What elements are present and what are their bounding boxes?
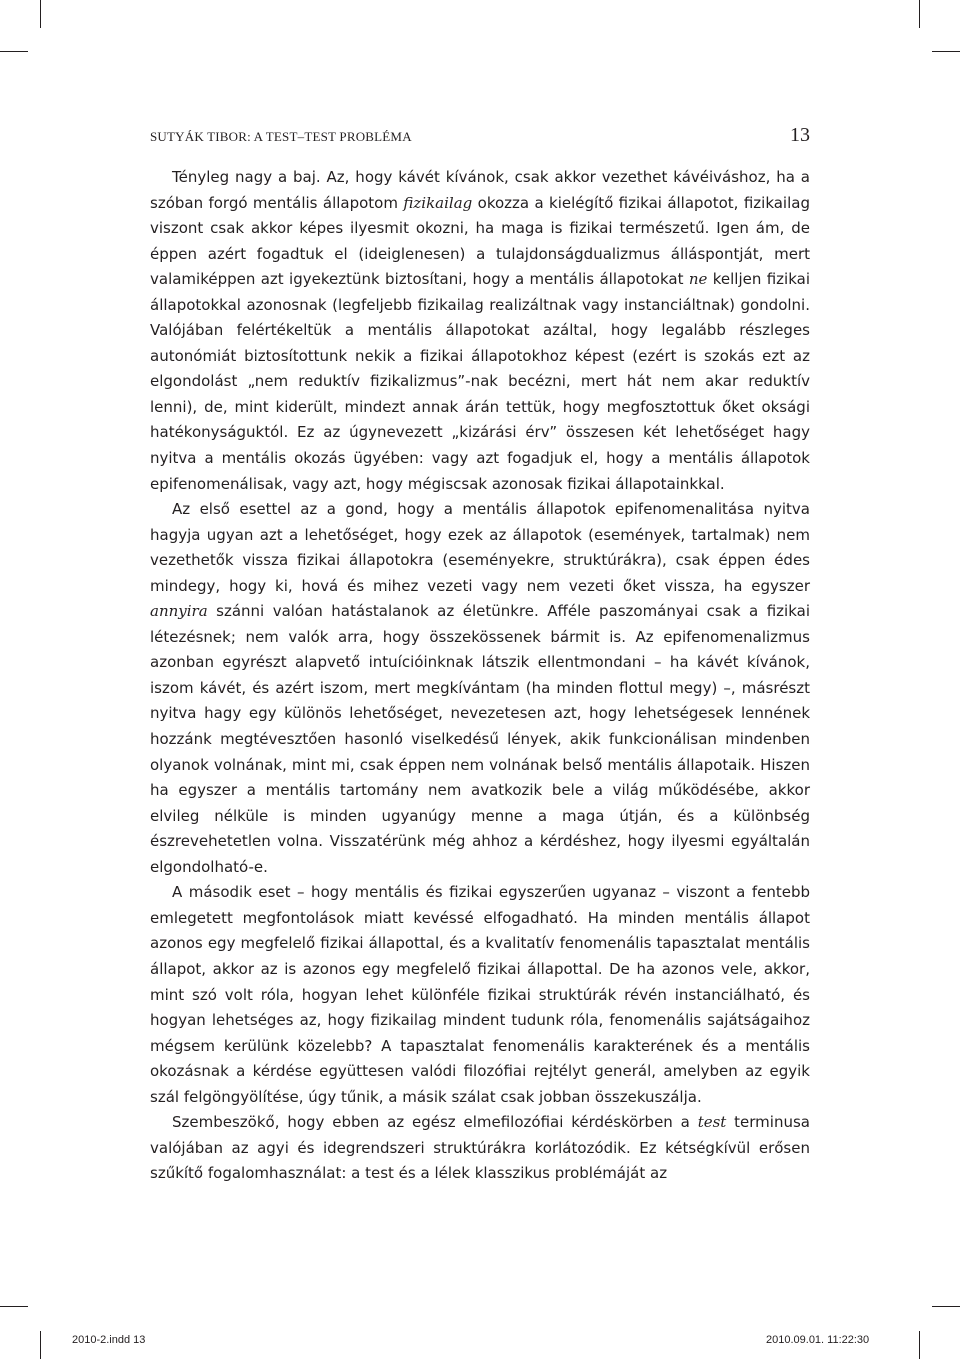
emphasis: fizikailag xyxy=(403,193,473,212)
paragraph: Szembeszökő, hogy ebben az egész elmefilozófiai kérdéskörben a test terminusa valójában az agyi és idegrendszeri struktúrákra korlátozódik. Ez kétségkívül erősen szűkítő fogalomhasználat: a test és a lélek klasszikus problémáját az xyxy=(150,1113,810,1183)
print-slug xyxy=(0,1330,960,1350)
paragraph: Az első esettel az a gond, hogy a mentális állapotok epifenomenalitása nyitva hagyja ugyan azt a lehetőséget, hogy ezek az állapotok (események, tartalmak) nem vezethetők vissza fizikai állapotokra (eseményekre, struktúrákra), csak éppen édes mindegy, hogy ki, hová és mihez vezeti vagy nem vezeti őket vissza, ha egyszer annyira szánni valóan hatástalanok az életünkre. Afféle paszományai csak a fizikai létezésnek; nem valók arra, hogy összekössenek bármit is. Az epifenomenalizmus azonban egyrészt alapvető intuícióinknak látszik ellentmondani – ha kávét kívánok, iszom kávét, és azért iszom, mert megkívántam (ha minden flottul megy) –, másrészt nyitva hagy egy különös lehetőséget, nevezetesen azt, hogy lehetségesek lennének hozzánk megtévesztően hasonló viselkedésű lények, akik funkcionálisan mindenben olyanok volnának, mint mi, csak éppen nem volnának belső mentális állapotaik. Hiszen ha egyszer a mentális tartomány nem avatkozik bele a világ működésébe, akkor elvileg nélküle is minden ugyanúgy menne a maga útján, és a különbség észrevehetetlen volna. Visszatérünk még ahhoz a kérdéshez, hogy ilyesmi egyáltalán elgondolható-e. xyxy=(150,500,810,876)
crop-mark-left-upper xyxy=(0,51,28,52)
emphasis: test xyxy=(697,1113,727,1132)
crop-mark-left-lower xyxy=(0,1306,28,1307)
crop-mark-right-upper xyxy=(932,51,960,52)
page-header xyxy=(150,124,810,150)
crop-mark-top-right xyxy=(919,0,920,28)
emphasis: annyira xyxy=(150,602,208,621)
slug-timestamp: 2010.09.01. 11:22:30 xyxy=(766,1334,870,1346)
slug-file-name: 2010-2.indd 13 xyxy=(72,1334,146,1346)
emphasis: ne xyxy=(688,270,708,289)
crop-mark-top-left xyxy=(40,0,41,28)
body-text xyxy=(150,165,810,1187)
paragraph: Tényleg nagy a baj. Az, hogy kávét kívánok, csak akkor vezethet kávéiváshoz, ha a szóban forgó mentális állapotom fizikailag okozza a kielégítő fizikai állapotot, fizikailag viszont csak akkor képes ilyesmit okozni, ha maga is fizikai természetű. Igen ám, de éppen azért fogadtuk el (ideiglenesen) a tulajdonságdualizmus álláspontját, mert valamiképpen azt igyekeztünk biztosítani, hogy a mentális állapotokat ne kelljen fizikai állapotokkal azonosnak (legfeljebb fizikailag realizáltnak vagy instanciáltnak) gondolni. Valójában felértékeltük a mentális állapotokat azáltal, hogy legalább részleges autonómiát biztosítottunk nekik a fizikai állapotokhoz képest (ezért is szokás ezt az elgondolást „nem reduktív fizikalizmus”-nak becézni, mert hát nem akar reduktív lenni), de, mint kiderült, mindezt annak árán tettük, hogy megfosztottuk őket oksági hatékonyságuktól. Ez az úgynevezett „kizárási érv” összesen két lehetőséget hagy nyitva a mentális okozás ügyében: vagy azt fogadjuk el, hogy a mentális állapotok epifenomenálisak, vagy azt, hogy mégiscsak azonosak fizikai állapotainkkal. xyxy=(150,168,810,493)
paragraph: A második eset – hogy mentális és fizikai egyszerűen ugyanaz – viszont a fentebb emlegetett megfontolások miatt kevéssé elfogadható. Ha minden mentális állapot azonos egy megfelelő fizikai állapottal, és a kvalitatív fenomenális tapasztalat mentális állapot, akkor az is azonos egy megfelelő fizikai állapottal. De ha azonos vele, akkor, mint szó volt róla, hogyan lehet különféle fizikai struktúrák révén instanciálható, és hogyan lehetséges az, hogy fizikailag mindent tudunk róla, fenomenális sajátságaihoz mégsem kerülünk közelebb? A tapasztalat fenomenális karakterének és a mentális okozásnak a kérdése együttesen valódi filozófiai rejtélyt generál, amelyben az egyik szál felgöngyölítése, úgy tűnik, a másik szálat csak jobban összekuszálja. xyxy=(150,883,810,1106)
running-head: SUTYÁK TIBOR: A TEST–TEST PROBLÉMA xyxy=(150,129,412,144)
page-number: 13 xyxy=(790,124,810,146)
crop-mark-right-lower xyxy=(932,1306,960,1307)
